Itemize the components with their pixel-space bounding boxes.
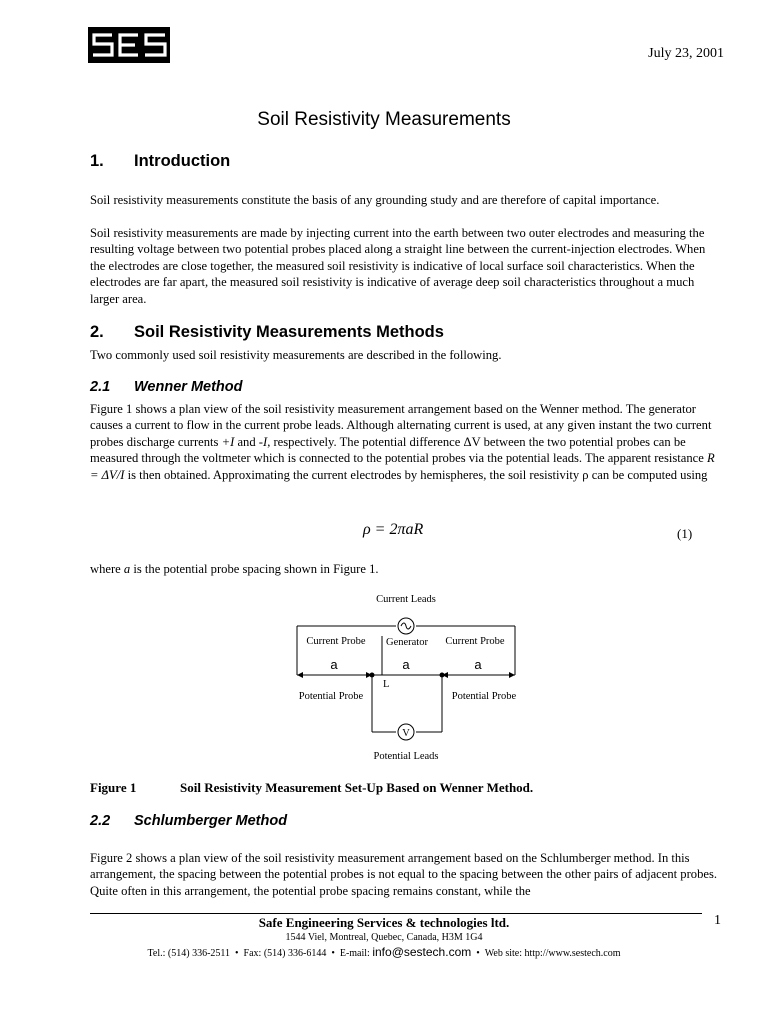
potential-probe-right-label: Potential Probe xyxy=(451,691,517,702)
figure-1-caption xyxy=(90,780,533,796)
wenner-diagram xyxy=(290,590,530,765)
potential-leads-label: Potential Leads xyxy=(373,751,439,762)
wenner-paragraph xyxy=(90,401,722,483)
generator-label: Generator xyxy=(386,637,428,648)
section-2-heading xyxy=(90,323,444,342)
spacing-a-middle: a xyxy=(402,657,410,672)
page-number: 1 xyxy=(714,913,721,928)
section-1-heading xyxy=(90,152,230,171)
equation-1: ρ = 2πaR xyxy=(363,521,424,538)
section-title: Wenner Method xyxy=(134,379,243,395)
footer-divider xyxy=(90,913,702,914)
paragraph-text: where a is the potential probe spacing shown in Figure 1. xyxy=(90,562,379,576)
depth-l-label: L xyxy=(383,679,390,690)
section-number: 2. xyxy=(90,323,104,341)
footer-email-link[interactable]: info@sestech.com xyxy=(372,945,472,959)
voltmeter-icon xyxy=(398,724,414,740)
spacing-a-left: a xyxy=(330,657,338,672)
section-number: 1. xyxy=(90,152,104,170)
voltmeter-label: V xyxy=(402,728,410,739)
intro-paragraph-1 xyxy=(90,192,722,208)
caption-text: Soil Resistivity Measurement Set-Up Based on Wenner Method. xyxy=(180,780,534,795)
paragraph-text: Figure 1 shows a plan view of the soil resistivity measurement arrangement based on the Wenner method. The generator causes a current to flow in the current probe leads. Although alternating current is used, at any given instant the two current probes discharge currents +I and -I, respectively. The potential difference ΔV between the two potential probes can be measured through the voltmeter which is connected to the potential probes via the potential leads. The apparent resistance R = ΔV/I is then obtained. Approximating the current electrodes by hemispheres, the soil resistivity ρ can be computed using xyxy=(90,402,715,482)
section-title: Soil Resistivity Measurements Methods xyxy=(134,323,444,341)
section-title: Introduction xyxy=(134,152,231,170)
footer-contact-line xyxy=(0,945,768,959)
footer-tel: Tel.: (514) 336-2511 xyxy=(147,948,231,959)
footer-company-name: Safe Engineering Services & technologies ltd. xyxy=(258,915,510,930)
equation-number: (1) xyxy=(677,526,693,541)
section-2-intro xyxy=(90,347,722,363)
section-2-1-heading xyxy=(90,379,242,395)
footer-address: 1544 Viel, Montreal, Quebec, Canada, H3M 1G4 xyxy=(285,932,483,943)
footer-email-label: E-mail: xyxy=(339,948,370,959)
document-title: Soil Resistivity Measurements xyxy=(257,109,511,130)
potential-probe-left-label: Potential Probe xyxy=(298,691,364,702)
section-number: 2.1 xyxy=(90,379,111,395)
paragraph-text: Soil resistivity measurements are made by injecting current into the earth between two outer electrodes and measuring the resulting voltage between two potential probes placed along a straight line between the current-injection electrodes. When the electrodes are close together, the measured soil resistivity is indicative of local surface soil characteristics. When the electrodes are far apart, the measured soil resistivity is indicative of average deep soil characteristics throughout a much larger area. xyxy=(90,226,706,306)
document-date: July 23, 2001 xyxy=(648,46,724,61)
current-probe-right-label: Current Probe xyxy=(445,636,505,647)
section-2-2-heading xyxy=(90,813,287,829)
bullet-icon: • xyxy=(235,948,239,959)
current-leads-label: Current Leads xyxy=(376,594,436,605)
footer-fax: Fax: (514) 336-6144 xyxy=(243,948,327,959)
schlumberger-paragraph xyxy=(90,850,722,899)
section-title: Schlumberger Method xyxy=(134,813,288,829)
generator-icon xyxy=(398,618,414,634)
company-logo xyxy=(88,27,170,63)
spacing-a-right: a xyxy=(474,657,482,672)
paragraph-text: Soil resistivity measurements constitute the basis of any grounding study and are therefore of capital importance. xyxy=(90,193,660,207)
bullet-icon: • xyxy=(331,948,335,959)
footer-website-link[interactable]: Web site: http://www.sestech.com xyxy=(484,948,621,959)
bullet-icon: • xyxy=(476,948,480,959)
caption-number: Figure 1 xyxy=(90,780,137,795)
ses-logo-icon xyxy=(88,27,170,63)
intro-paragraph-2 xyxy=(90,225,722,307)
section-number: 2.2 xyxy=(90,813,111,829)
current-probe-left-label: Current Probe xyxy=(306,636,366,647)
paragraph-text: Two commonly used soil resistivity measurements are described in the following. xyxy=(90,348,502,362)
equation-explanation xyxy=(90,561,722,577)
paragraph-text: Figure 2 shows a plan view of the soil resistivity measurement arrangement based on the Schlumberger method. In this arrangement, the spacing between the potential probes is not equal to the spacing between the other pairs of adjacent probes. Quite often in this arrangement, the potential probe spacing remains constant, while the xyxy=(90,851,718,898)
